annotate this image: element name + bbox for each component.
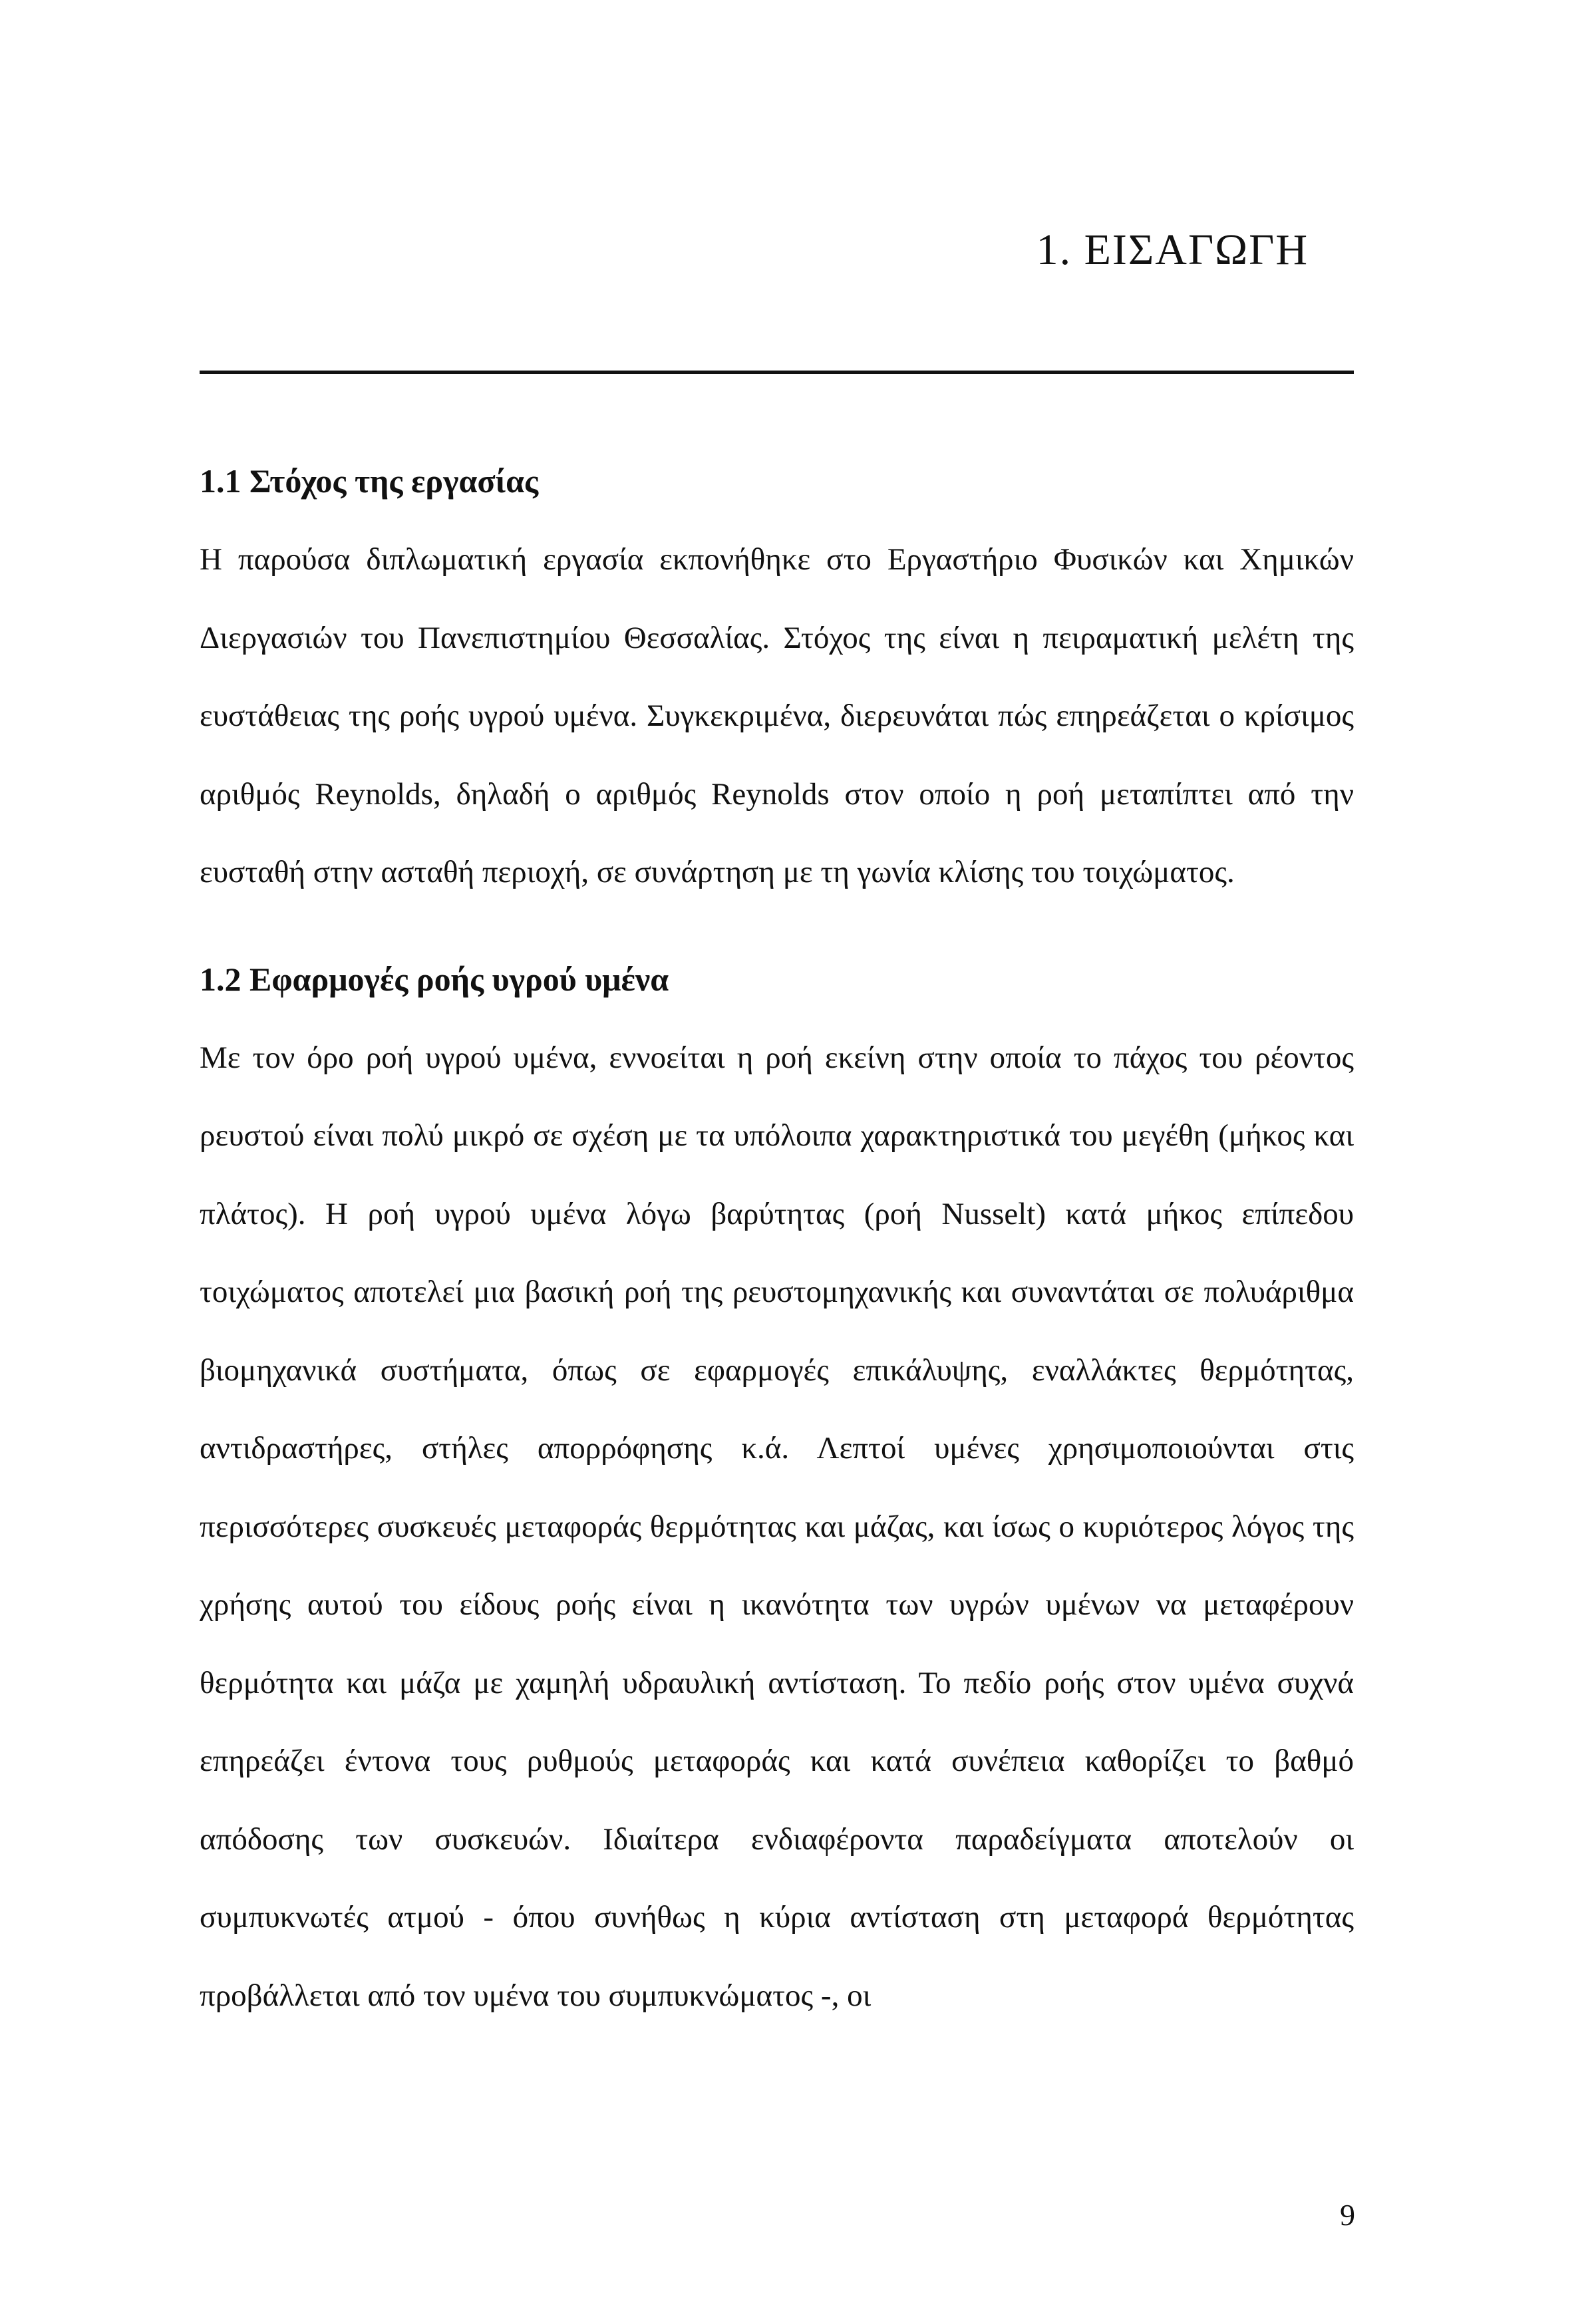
section-goal bbox=[200, 451, 1354, 912]
paragraph: Με τον όρο ροή υγρού υμένα, εννοείται η ροή εκείνη στην οποία το πάχος του ρέοντος ρευστού είναι πολύ μικρό σε σχέση με τα υπόλοιπα χαρακτηριστικά του μεγέθη (μήκος και πλάτος). Η ροή υγρού υμένα λόγω βαρύτητας (ροή Nusselt) κατά μήκος επίπεδου τοιχώματος αποτελεί μια βασική ροή της ρευστομηχανικής και συναντάται σε πολυάριθμα βιομηχανικά συστήματα, όπως σε εφαρμογές επικάλυψης, εναλλάκτες θερμότητας, αντιδραστήρες, στήλες απορρόφησης κ.ά. Λεπτοί υμένες χρησιμοποιούνται στις περισσότερες συσκευές μεταφοράς θερμότητας και μάζας, και ίσως ο κυριότερος λόγος της χρήσης αυτού του είδους ροής είναι η ικανότητα των υγρών υμένων να μεταφέρουν θερμότητα και μάζα με χαμηλή υδραυλική αντίσταση. Το πεδίο ροής στον υμένα συχνά επηρεάζει έντονα τους ρυθμούς μεταφοράς και κατά συνέπεια καθορίζει το βαθμό απόδοσης των συσκευών. Ιδιαίτερα ενδιαφέροντα παραδείγματα αποτελούν οι συμπυκνωτές ατμού - όπου συνήθως η κύρια αντίσταση στη μεταφορά θερμότητας προβάλλεται από τον υμένα του συμπυκνώματος -, οι bbox=[200, 1040, 1354, 2013]
header-rule bbox=[200, 371, 1354, 374]
main-content bbox=[200, 451, 1354, 2035]
section-applications bbox=[200, 949, 1354, 2036]
section-heading: 1.2 Εφαρμογές ροής υγρού υμένα bbox=[200, 960, 669, 998]
page-number: 9 bbox=[1340, 2198, 1355, 2232]
chapter-title: 1. ΕΙΣΑΓΩΓΗ bbox=[1036, 226, 1309, 274]
paragraph: Η παρούσα διπλωματική εργασία εκπονήθηκε στο Εργαστήριο Φυσικών και Χημικών Διεργασιών του Πανεπιστημίου Θεσσαλίας. Στόχος της είναι η πειραματική μελέτη της ευστάθειας της ροής υγρού υμένα. Συγκεκριμένα, διερευνάται πώς επηρεάζεται ο κρίσιμος αριθμός Reynolds, δηλαδή ο αριθμός Reynolds στον οποίο η ροή μεταπίπτει από την ευσταθή στην ασταθή περιοχή, σε συνάρτηση με τη γωνία κλίσης του τοιχώματος. bbox=[200, 542, 1354, 889]
section-spacer bbox=[200, 912, 1354, 949]
section-heading: 1.1 Στόχος της εργασίας bbox=[200, 462, 539, 500]
